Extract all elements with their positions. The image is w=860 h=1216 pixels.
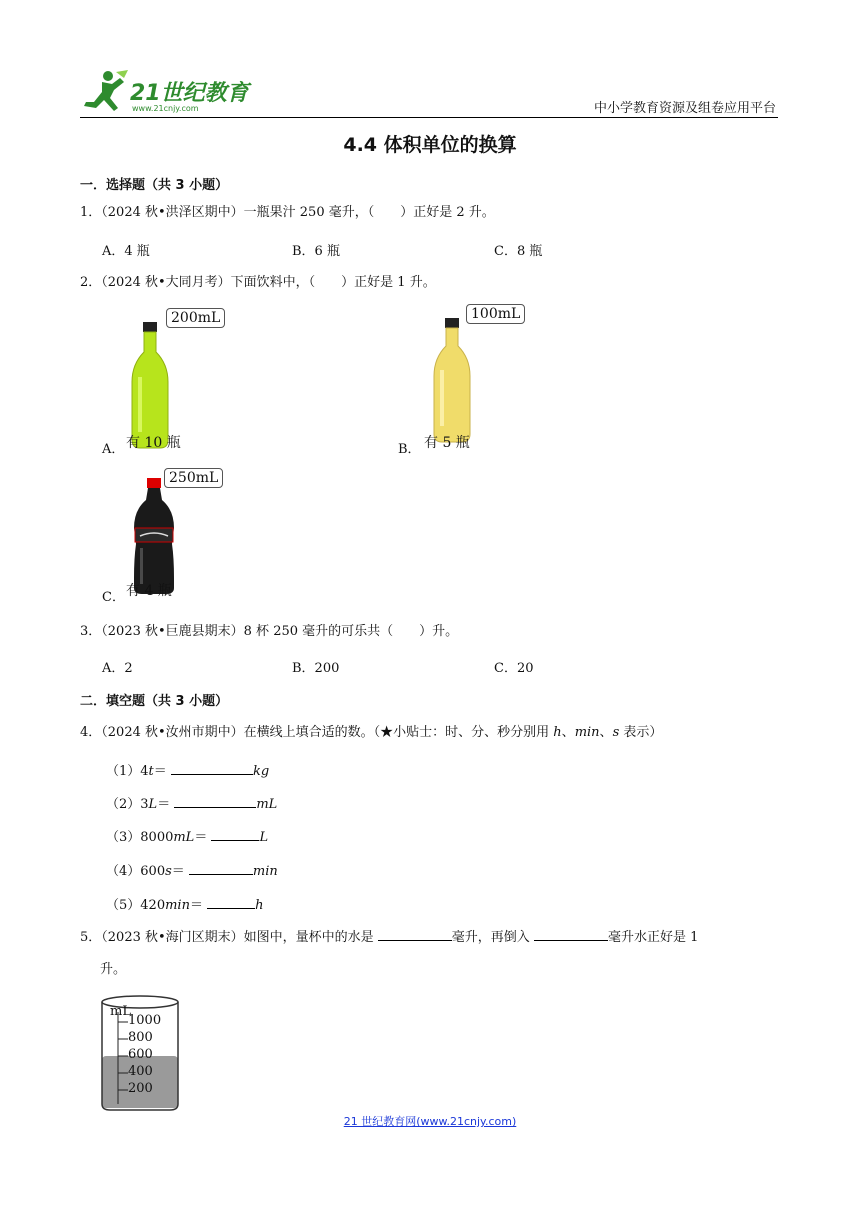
q4-sep2: 、 [599, 725, 613, 740]
q4-item-5 [106, 894, 263, 913]
q4-3-eq: ＝ [194, 830, 208, 845]
beaker-unit: mL [110, 1004, 131, 1019]
q5-text-b: 毫升，再倒入 [451, 930, 534, 945]
q1-option-c: C．8 瓶 [494, 244, 543, 259]
q2-a-label: A． [102, 442, 125, 457]
beaker-tick-1000: 1000 [128, 1013, 162, 1028]
q2-b-bubble: 100mL [466, 304, 525, 324]
q3-option-a: A．2 [102, 661, 133, 676]
q4-2-unit: L [148, 797, 158, 812]
logo-text: 21世纪教育 [130, 81, 249, 106]
logo-url: www.21cnjy.com [132, 104, 199, 113]
q2-option-a [100, 302, 230, 457]
yellow-juice-bottle-icon [432, 318, 472, 444]
q4-item-4 [106, 860, 278, 879]
q5-blank-1[interactable] [378, 928, 452, 941]
q2-a-bubble: 200mL [166, 308, 225, 328]
q4-5-pre: （5）420 [106, 898, 166, 913]
q4-5-target: h [255, 898, 264, 913]
q4-4-eq: ＝ [171, 864, 185, 879]
logo [80, 68, 250, 116]
section-fill: 二．填空题（共 3 小题） [80, 694, 229, 709]
q5-text-c: 毫升水正好是 1 [607, 930, 699, 945]
header-divider [80, 117, 778, 118]
green-juice-bottle-icon [130, 322, 170, 450]
q2-c-label: C． [102, 590, 125, 605]
q4-unit-s: s [612, 725, 620, 740]
measuring-beaker [100, 994, 180, 1112]
beaker-tick-400: 400 [128, 1064, 153, 1079]
footer-link[interactable]: 21 世纪教育网(www.21cnjy.com) [343, 1115, 517, 1128]
q4-1-pre: （1）4 [106, 764, 149, 779]
q1-option-a: A．4 瓶 [102, 244, 150, 259]
q4-4-target: min [252, 864, 278, 879]
page-title: 4.4 体积单位的换算 [343, 134, 517, 156]
q4-1-blank[interactable] [171, 762, 253, 775]
question-3: 3．（2023 秋•巨鹿县期末）8 杯 250 毫升的可乐共（ ）升。 [80, 624, 459, 639]
q4-3-target: L [259, 830, 269, 845]
beaker-tick-200: 200 [128, 1081, 153, 1096]
q4-unit-h: h [553, 725, 562, 740]
q2-a-caption: 有 10 瓶 [126, 435, 181, 451]
q5-text-a: 5．（2023 秋•海门区期末）如图中，量杯中的水是 [80, 930, 378, 945]
q4-3-blank[interactable] [211, 828, 259, 841]
q4-1-target: kg [252, 764, 270, 779]
q4-text-b: 表示） [619, 725, 663, 740]
q2-option-c [100, 466, 230, 606]
q4-item-1 [106, 760, 269, 779]
q4-2-blank[interactable] [174, 795, 256, 808]
section-choice: 一．选择题（共 3 小题） [80, 178, 229, 193]
q2-c-bubble: 250mL [164, 468, 223, 488]
q1-option-b: B．6 瓶 [292, 244, 340, 259]
beaker-tick-600: 600 [128, 1047, 153, 1062]
q4-3-pre: （3）8000 [106, 830, 174, 845]
q4-5-eq: ＝ [189, 898, 203, 913]
platform-name: 中小学教育资源及组卷应用平台 [593, 101, 776, 116]
q4-4-blank[interactable] [189, 862, 253, 875]
q4-unit-min: min [574, 725, 600, 740]
q4-2-target: mL [256, 797, 278, 812]
q4-1-unit: t [148, 764, 154, 779]
cola-bottle-icon [132, 478, 176, 596]
question-4 [80, 723, 662, 743]
q4-1-eq: ＝ [153, 764, 167, 779]
q4-2-pre: （2）3 [106, 797, 149, 812]
q4-4-pre: （4）600 [106, 864, 166, 879]
q4-3-unit: mL [173, 830, 195, 845]
q2-option-b [398, 300, 528, 457]
q2-c-caption: 有 4 瓶 [126, 583, 172, 599]
q3-option-c: C．20 [494, 661, 534, 676]
q4-5-unit: min [165, 898, 190, 913]
q5-blank-2[interactable] [534, 928, 608, 941]
q2-b-label: B． [398, 442, 421, 457]
beaker-tick-800: 800 [128, 1030, 153, 1045]
question-1: 1．（2024 秋•洪泽区期中）一瓶果汁 250 毫升，（ ）正好是 2 升。 [80, 205, 495, 220]
logo-runner-icon [80, 68, 130, 114]
q4-4-unit: s [165, 864, 172, 879]
q4-item-2 [106, 793, 277, 812]
q3-option-b: B．200 [292, 661, 340, 676]
q4-2-eq: ＝ [157, 797, 171, 812]
q4-sep1: 、 [561, 725, 575, 740]
q4-item-3 [106, 826, 268, 845]
q2-b-caption: 有 5 瓶 [424, 435, 470, 451]
q5-text-d: 升。 [100, 962, 127, 977]
question-5 [80, 928, 780, 948]
question-2: 2．（2024 秋•大同月考）下面饮料中，（ ）正好是 1 升。 [80, 275, 436, 290]
q4-5-blank[interactable] [207, 896, 255, 909]
q4-text-a: 4．（2024 秋•汝州市期中）在横线上填合适的数。（★小贴士：时、分、秒分别用 [80, 725, 554, 740]
